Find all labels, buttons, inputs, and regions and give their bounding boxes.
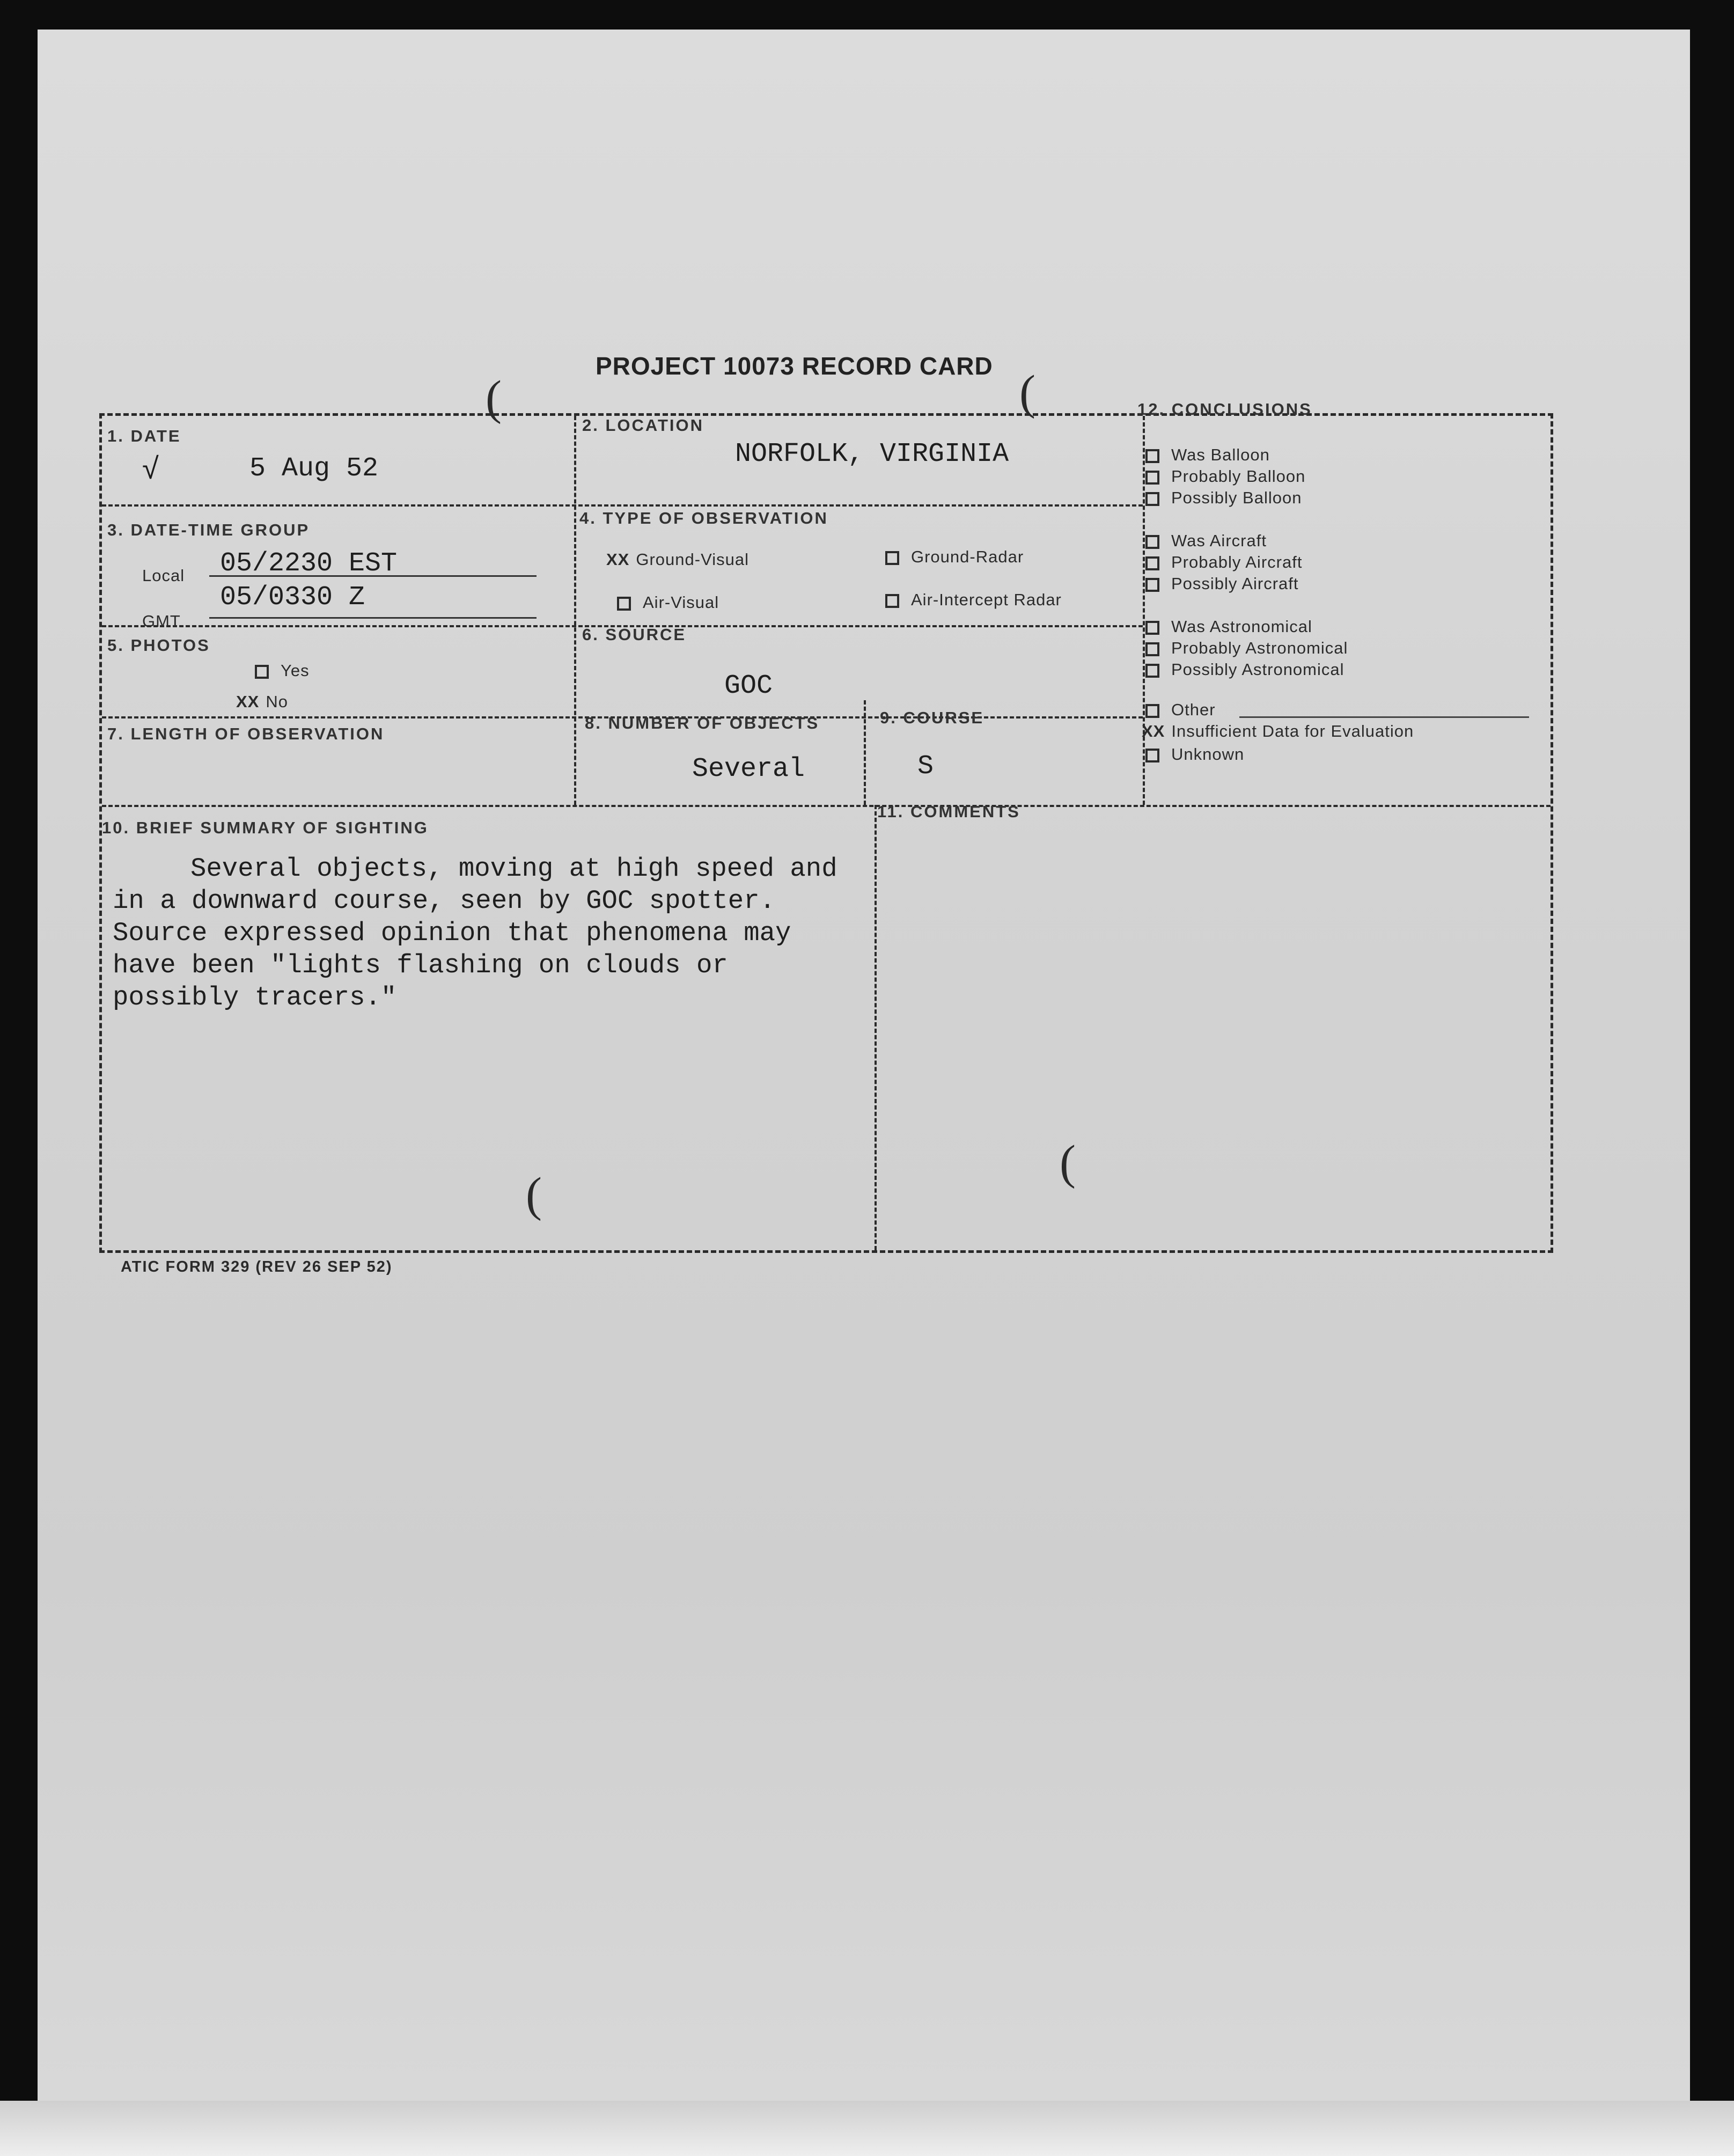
conclusion-checkbox [1145, 578, 1159, 592]
binder-hole-mark: ( [1060, 1136, 1076, 1189]
source-value: GOC [724, 671, 773, 701]
photos-yes-text: Yes [281, 661, 310, 680]
date-time-group-label: 3. DATE-TIME GROUP [107, 520, 310, 539]
column-divider [574, 416, 576, 805]
card-title: PROJECT 10073 RECORD CARD [596, 352, 993, 380]
ground-visual-mark: XX [606, 550, 630, 569]
conclusion-checkbox [1145, 664, 1159, 678]
conclusion-checkbox [1145, 621, 1159, 635]
conclusion-probably-astronomical [1145, 639, 1348, 658]
ground-radar-text: Ground-Radar [911, 547, 1024, 566]
conclusion-text: Probably Astronomical [1171, 639, 1348, 657]
photos-no-text: No [266, 692, 288, 711]
conclusion-unknown [1145, 745, 1244, 764]
conclusion-text: Was Balloon [1171, 445, 1270, 464]
other-underline [1239, 716, 1529, 718]
photos-yes-checkbox [255, 665, 269, 679]
summary-line: in a downward course, seen by GOC spotter. [113, 886, 776, 916]
date-value: 5 Aug 52 [249, 453, 379, 484]
conclusion-text: Other [1171, 700, 1216, 719]
ground-radar-option [885, 547, 1024, 567]
ground-radar-checkbox [885, 551, 899, 565]
conclusion-possibly-balloon [1145, 488, 1302, 508]
summary-line: possibly tracers." [113, 982, 397, 1013]
gmt-time-value: 05/0330 Z [220, 582, 365, 613]
conclusion-checkbox [1145, 449, 1159, 463]
air-visual-checkbox [617, 597, 631, 611]
date-check-mark: √ [142, 451, 159, 485]
source-label: 6. SOURCE [582, 625, 687, 644]
conclusion-checkbox [1145, 556, 1159, 570]
gmt-label: GMT [142, 612, 181, 630]
air-visual-option [617, 593, 719, 612]
photos-no-option [236, 692, 288, 712]
row-divider [102, 504, 1143, 507]
summary-line: Source expressed opinion that phenomena may [113, 918, 791, 948]
conclusion-text: Probably Aircraft [1171, 553, 1303, 571]
column-divider [1143, 416, 1145, 805]
conclusion-text: Insufficient Data for Evaluation [1171, 722, 1414, 740]
location-value: NORFOLK, VIRGINIA [735, 439, 1009, 470]
conclusion-text: Possibly Astronomical [1171, 660, 1344, 679]
conclusion-probably-aircraft [1145, 553, 1302, 572]
air-intercept-radar-checkbox [885, 594, 899, 608]
length-of-observation-label: 7. LENGTH OF OBSERVATION [107, 724, 385, 743]
ground-visual-text: Ground-Visual [636, 550, 749, 569]
course-label: 9. COURSE [880, 708, 984, 727]
conclusion-was-astronomical [1145, 617, 1312, 636]
conclusion-possibly-aircraft [1145, 574, 1299, 593]
row-divider [102, 805, 1551, 807]
conclusions-label: 12. CONCLUSIONS [1137, 400, 1312, 419]
conclusion-probably-balloon [1145, 467, 1305, 486]
brief-summary-label: 10. BRIEF SUMMARY OF SIGHTING [102, 818, 429, 837]
binder-hole-mark: ( [526, 1168, 542, 1221]
conclusion-text: Unknown [1171, 745, 1245, 764]
conclusion-was-aircraft [1145, 531, 1267, 551]
ground-visual-option [606, 550, 749, 569]
film-edge [0, 2101, 1734, 2156]
conclusion-text: Was Aircraft [1171, 531, 1267, 550]
air-intercept-radar-text: Air-Intercept Radar [911, 590, 1062, 609]
comments-label: 11. COMMENTS [877, 802, 1020, 821]
conclusion-was-balloon [1145, 445, 1270, 465]
local-time-value: 05/2230 EST [220, 548, 398, 579]
course-value: S [917, 751, 934, 782]
conclusion-text: Was Astronomical [1171, 617, 1312, 636]
photos-no-mark: XX [236, 692, 260, 711]
gmt-underline [209, 617, 537, 619]
form-number: ATIC FORM 329 (REV 26 SEP 52) [121, 1258, 393, 1275]
conclusion-checkbox [1145, 749, 1159, 762]
local-underline [209, 575, 537, 577]
type-of-observation-label: 4. TYPE OF OBSERVATION [579, 509, 828, 527]
photos-yes-option [255, 661, 310, 680]
conclusion-text: Possibly Aircraft [1171, 574, 1299, 593]
conclusion-checkbox [1145, 471, 1159, 485]
number-of-objects-value: Several [692, 754, 805, 784]
column-divider [875, 805, 877, 1250]
conclusion-checked-mark: XX [1142, 722, 1165, 740]
conclusion-other [1145, 700, 1216, 720]
location-label: 2. LOCATION [582, 416, 704, 435]
local-label: Local [142, 566, 185, 585]
conclusion-checkbox [1145, 492, 1159, 506]
summary-line: have been "lights flashing on clouds or [113, 950, 728, 980]
date-label: 1. DATE [107, 427, 181, 445]
conclusion-text: Possibly Balloon [1171, 488, 1302, 507]
air-visual-text: Air-Visual [643, 593, 719, 612]
binder-hole-mark: ( [486, 371, 502, 424]
conclusion-checkbox [1145, 535, 1159, 549]
conclusion-insufficient-data [1142, 722, 1414, 741]
conclusion-possibly-astronomical [1145, 660, 1344, 679]
air-intercept-radar-option [885, 590, 1062, 610]
conclusion-text: Probably Balloon [1171, 467, 1306, 486]
binder-hole-mark: ( [1019, 366, 1035, 419]
photos-label: 5. PHOTOS [107, 636, 210, 655]
conclusion-checkbox [1145, 642, 1159, 656]
summary-line: Several objects, moving at high speed and [190, 854, 837, 884]
conclusion-checkbox [1145, 704, 1159, 718]
number-of-objects-label: 8. NUMBER OF OBJECTS [585, 714, 820, 732]
